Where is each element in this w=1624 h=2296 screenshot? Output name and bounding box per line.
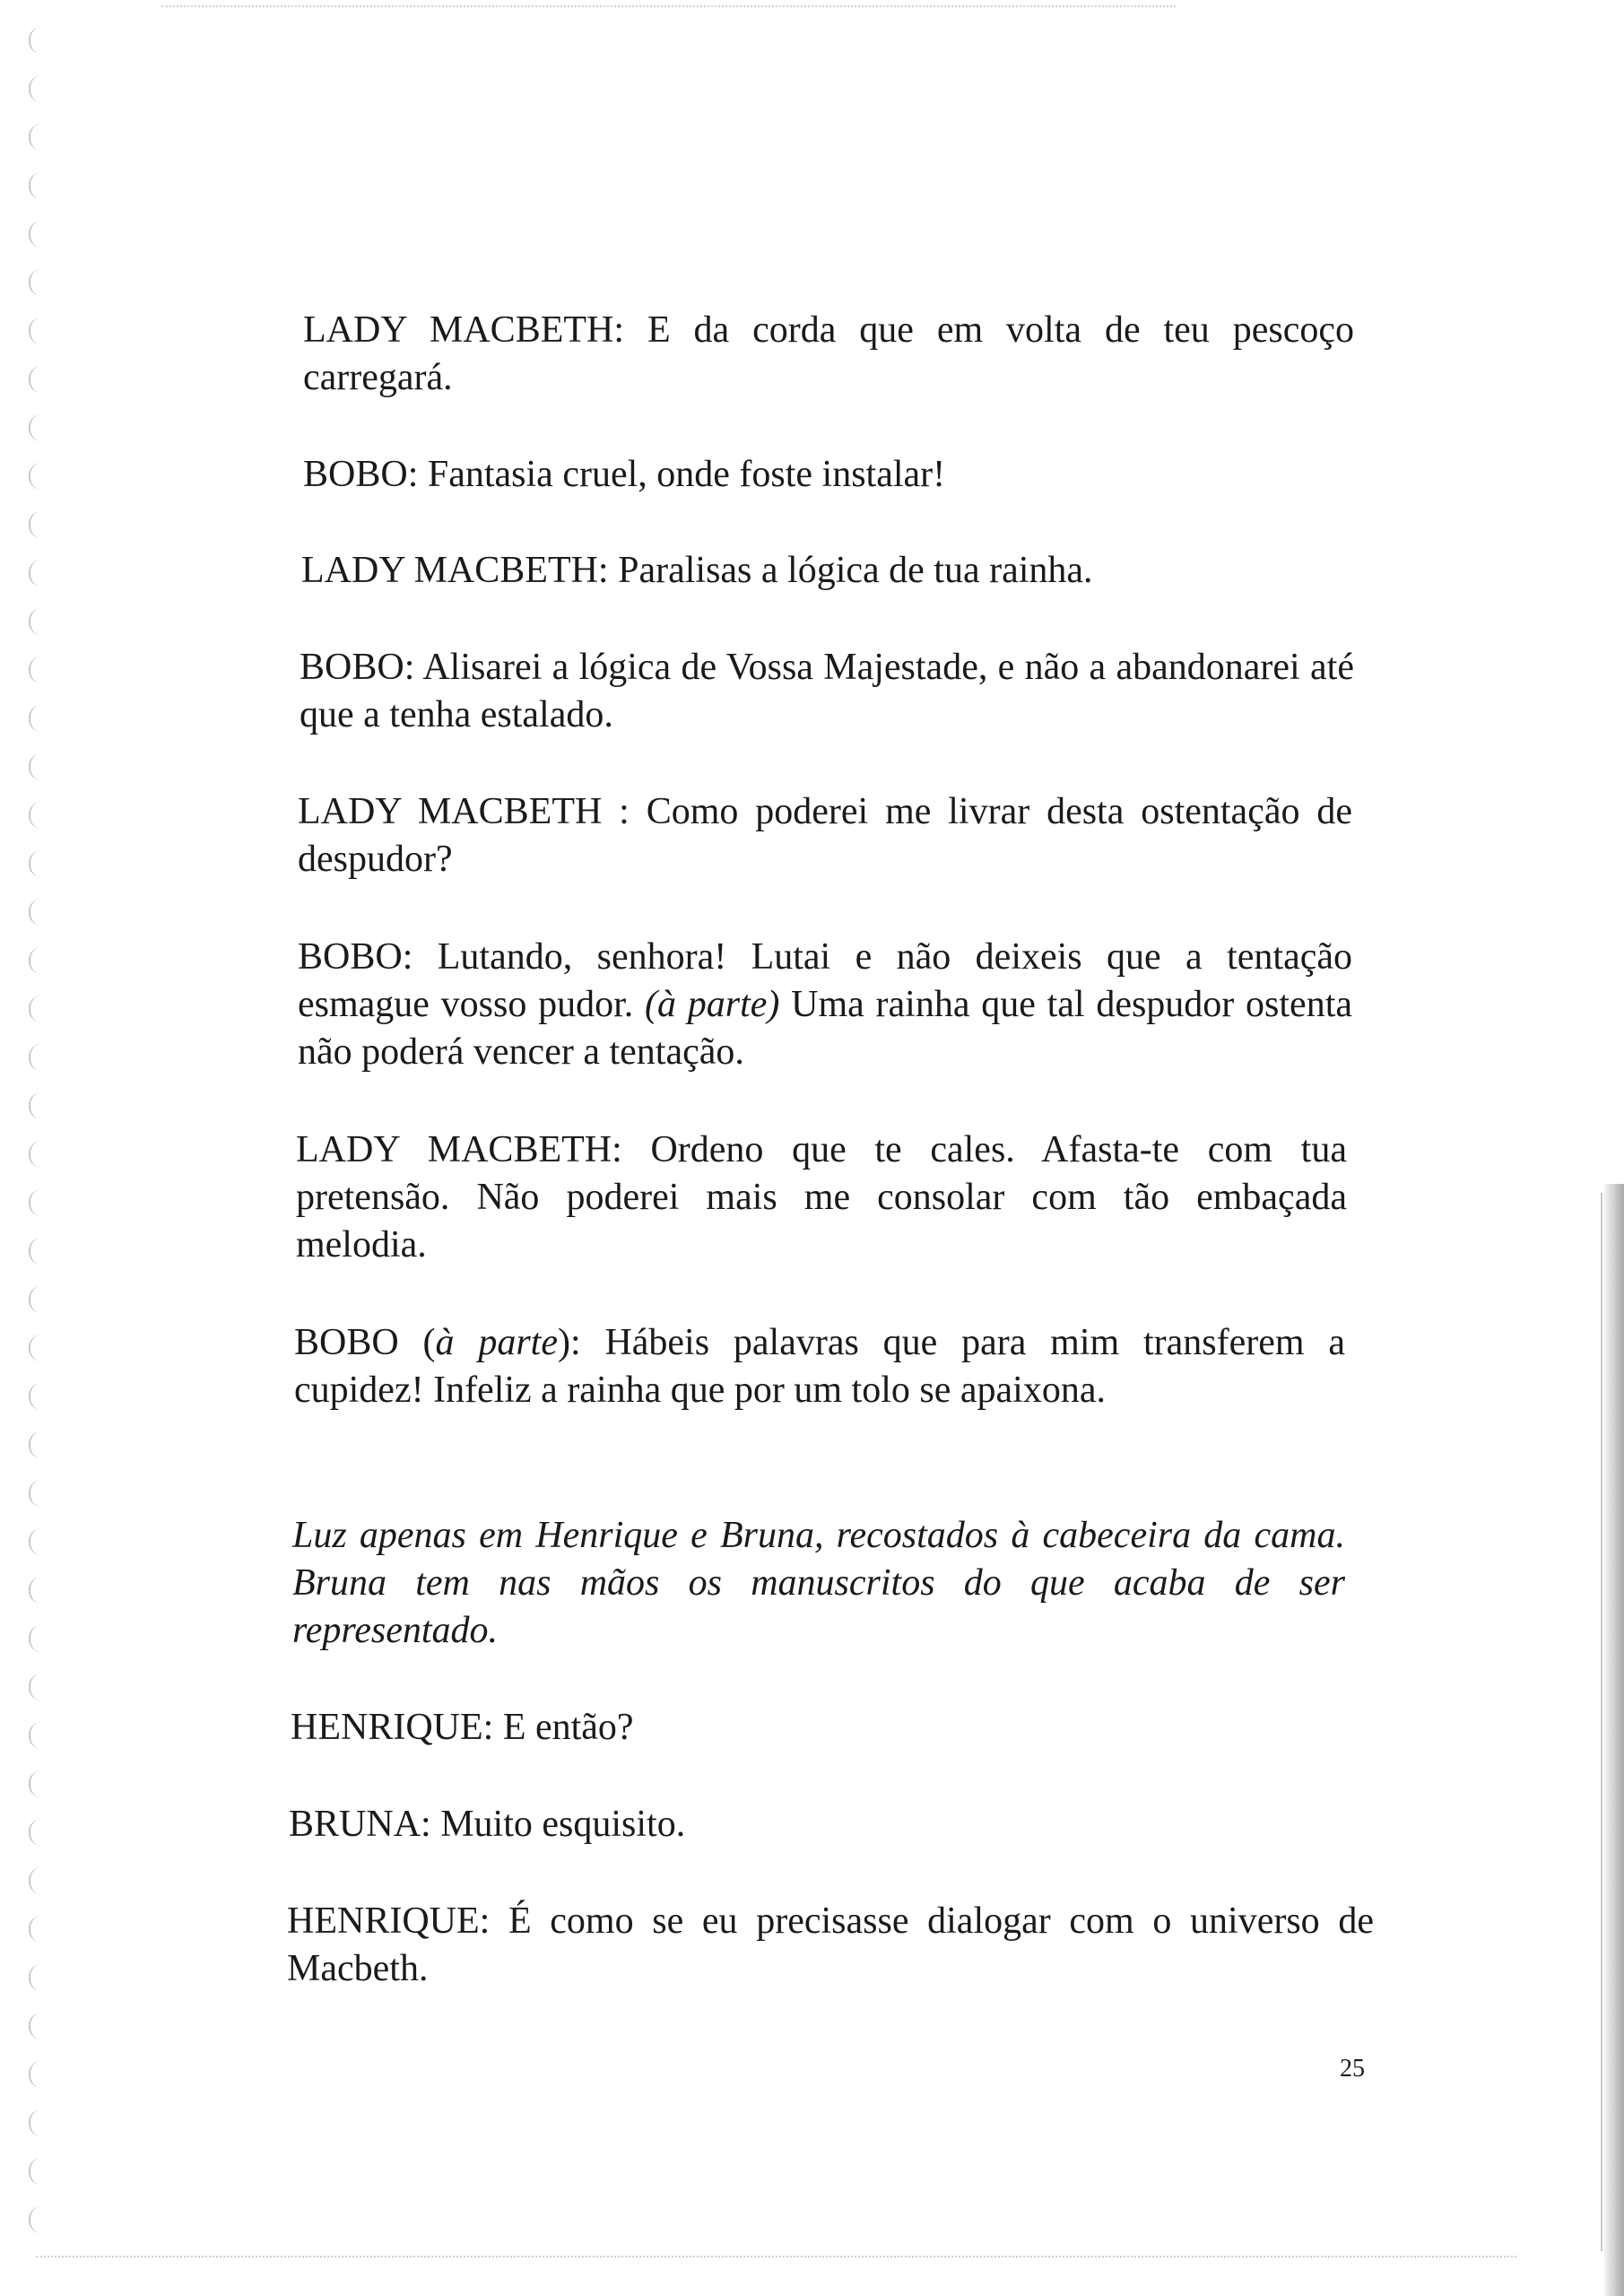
- binding-mark: [29, 269, 47, 296]
- binding-mark: [29, 317, 47, 344]
- speaker-name: LADY MACBETH:: [301, 550, 609, 591]
- binding-mark: [29, 2206, 47, 2233]
- binding-mark: [29, 414, 47, 441]
- scan-artifact-right-edge: [1604, 1184, 1624, 2296]
- binding-mark: [29, 705, 47, 732]
- binding-mark: [29, 511, 47, 538]
- dialogue-line: [300, 644, 1354, 739]
- speech-text: Muito esquisito.: [430, 1804, 686, 1845]
- binding-mark: [29, 1189, 47, 1216]
- binding-mark: [29, 2061, 47, 2088]
- binding-mark: [29, 560, 47, 587]
- speaker-name: LADY MACBETH:: [303, 309, 625, 351]
- binding-mark: [29, 1577, 47, 1604]
- page-number: 25: [1340, 2055, 1365, 2083]
- speech-text: Alisarei a lógica de Vossa Majestade, e não a abandonarei até que a tenha estalado.: [300, 647, 1354, 735]
- binding-mark: [29, 657, 47, 683]
- binding-mark: [29, 1625, 47, 1652]
- binding-mark: [29, 1238, 47, 1265]
- speaker-name: BOBO (: [294, 1322, 436, 1363]
- scan-artifact-bottom: [36, 2256, 1516, 2266]
- speech-text: Uma rainha que tal despudor ostenta não poderá vencer a tentação.: [298, 984, 1352, 1073]
- speech-text: Ordeno que te cales. Afasta-te com tua pretensão. Não poderei mais me consolar com tão embaçada melodia.: [296, 1129, 1347, 1265]
- dialogue-line: [298, 934, 1352, 1076]
- speaker-name: ):: [557, 1322, 581, 1363]
- dialogue-line: [303, 307, 1354, 402]
- speech-text: Lutando, senhora! Lutai e não deixeis que a tentação esmague vosso pudor.: [298, 936, 1352, 1025]
- dialogue-line: [296, 1126, 1347, 1269]
- aside-direction: (à parte): [645, 984, 780, 1025]
- speaker-name: BRUNA:: [289, 1804, 431, 1845]
- binding-mark: [29, 1528, 47, 1555]
- binding-mark: [29, 2109, 47, 2136]
- speaker-name: HENRIQUE:: [291, 1707, 494, 1748]
- speech-text: Hábeis palavras que para mim transferem a cupidez! Infeliz a rainha que por um tolo se apaixona.: [294, 1322, 1345, 1411]
- dialogue-line: [294, 1319, 1345, 1414]
- binding-mark: [29, 172, 47, 199]
- binding-mark: [29, 1770, 47, 1797]
- binding-mark: [29, 1916, 47, 1943]
- speaker-name: BOBO:: [298, 936, 413, 978]
- binding-mark: [29, 2013, 47, 2039]
- binding-mark: [29, 124, 47, 151]
- binding-mark: [29, 1383, 47, 1410]
- dialogue-line: [291, 1704, 1345, 1752]
- dialogue-line: [289, 1801, 1343, 1848]
- binding-mark: [29, 1431, 47, 1458]
- binding-mark: [29, 1674, 47, 1700]
- binding-mark: [29, 753, 47, 780]
- binding-mark: [29, 27, 47, 54]
- dialogue-line: [298, 788, 1352, 883]
- binding-mark: [29, 996, 47, 1022]
- aside-direction: à parte: [435, 1322, 558, 1363]
- binding-mark: [29, 1819, 47, 1846]
- binding-mark: [29, 1092, 47, 1119]
- dialogue-line: [287, 1898, 1374, 1993]
- scan-artifact-right-line: [1601, 1193, 1602, 2251]
- speaker-name: LADY MACBETH:: [296, 1129, 622, 1170]
- binding-mark: [29, 1480, 47, 1507]
- speech-text: Fantasia cruel, onde foste instalar!: [418, 454, 946, 495]
- speech-text: Como poderei me livrar desta ostentação de despudor?: [298, 791, 1352, 880]
- binding-mark: [29, 463, 47, 490]
- binding-mark: [29, 899, 47, 926]
- binding-mark: [29, 1722, 47, 1749]
- binding-mark: [29, 802, 47, 829]
- binding-mark: [29, 1964, 47, 1991]
- binding-mark: [29, 1286, 47, 1313]
- speaker-name: LADY MACBETH :: [298, 791, 630, 832]
- speech-text: E então?: [493, 1707, 634, 1748]
- binding-mark: [29, 2158, 47, 2185]
- binding-mark: [29, 1335, 47, 1361]
- scan-artifact-top: [161, 5, 1176, 20]
- speech-text: É como se eu precisasse dialogar com o universo de Macbeth.: [287, 1900, 1374, 1989]
- binding-mark: [29, 366, 47, 393]
- speech-text: E da corda que em volta de teu pescoço carregará.: [303, 309, 1354, 398]
- binding-mark: [29, 608, 47, 635]
- binding-mark: [29, 1867, 47, 1894]
- binding-mark: [29, 221, 47, 248]
- dialogue-line: [301, 547, 1352, 595]
- speaker-name: BOBO:: [303, 454, 419, 495]
- stage-direction: Luz apenas em Henrique e Bruna, recostados à cabeceira da cama. Bruna tem nas mãos os manuscritos do que acaba de ser representado.: [292, 1515, 1345, 1651]
- binding-mark: [29, 75, 47, 102]
- dialogue-line: [303, 451, 1354, 499]
- binding-mark: [29, 947, 47, 974]
- binding-marks: [20, 27, 65, 2251]
- binding-mark: [29, 1141, 47, 1168]
- speech-text: Paralisas a lógica de tua rainha.: [608, 550, 1093, 591]
- speaker-name: HENRIQUE:: [287, 1900, 491, 1942]
- speaker-name: BOBO:: [300, 647, 415, 688]
- binding-mark: [29, 850, 47, 877]
- binding-mark: [29, 1044, 47, 1071]
